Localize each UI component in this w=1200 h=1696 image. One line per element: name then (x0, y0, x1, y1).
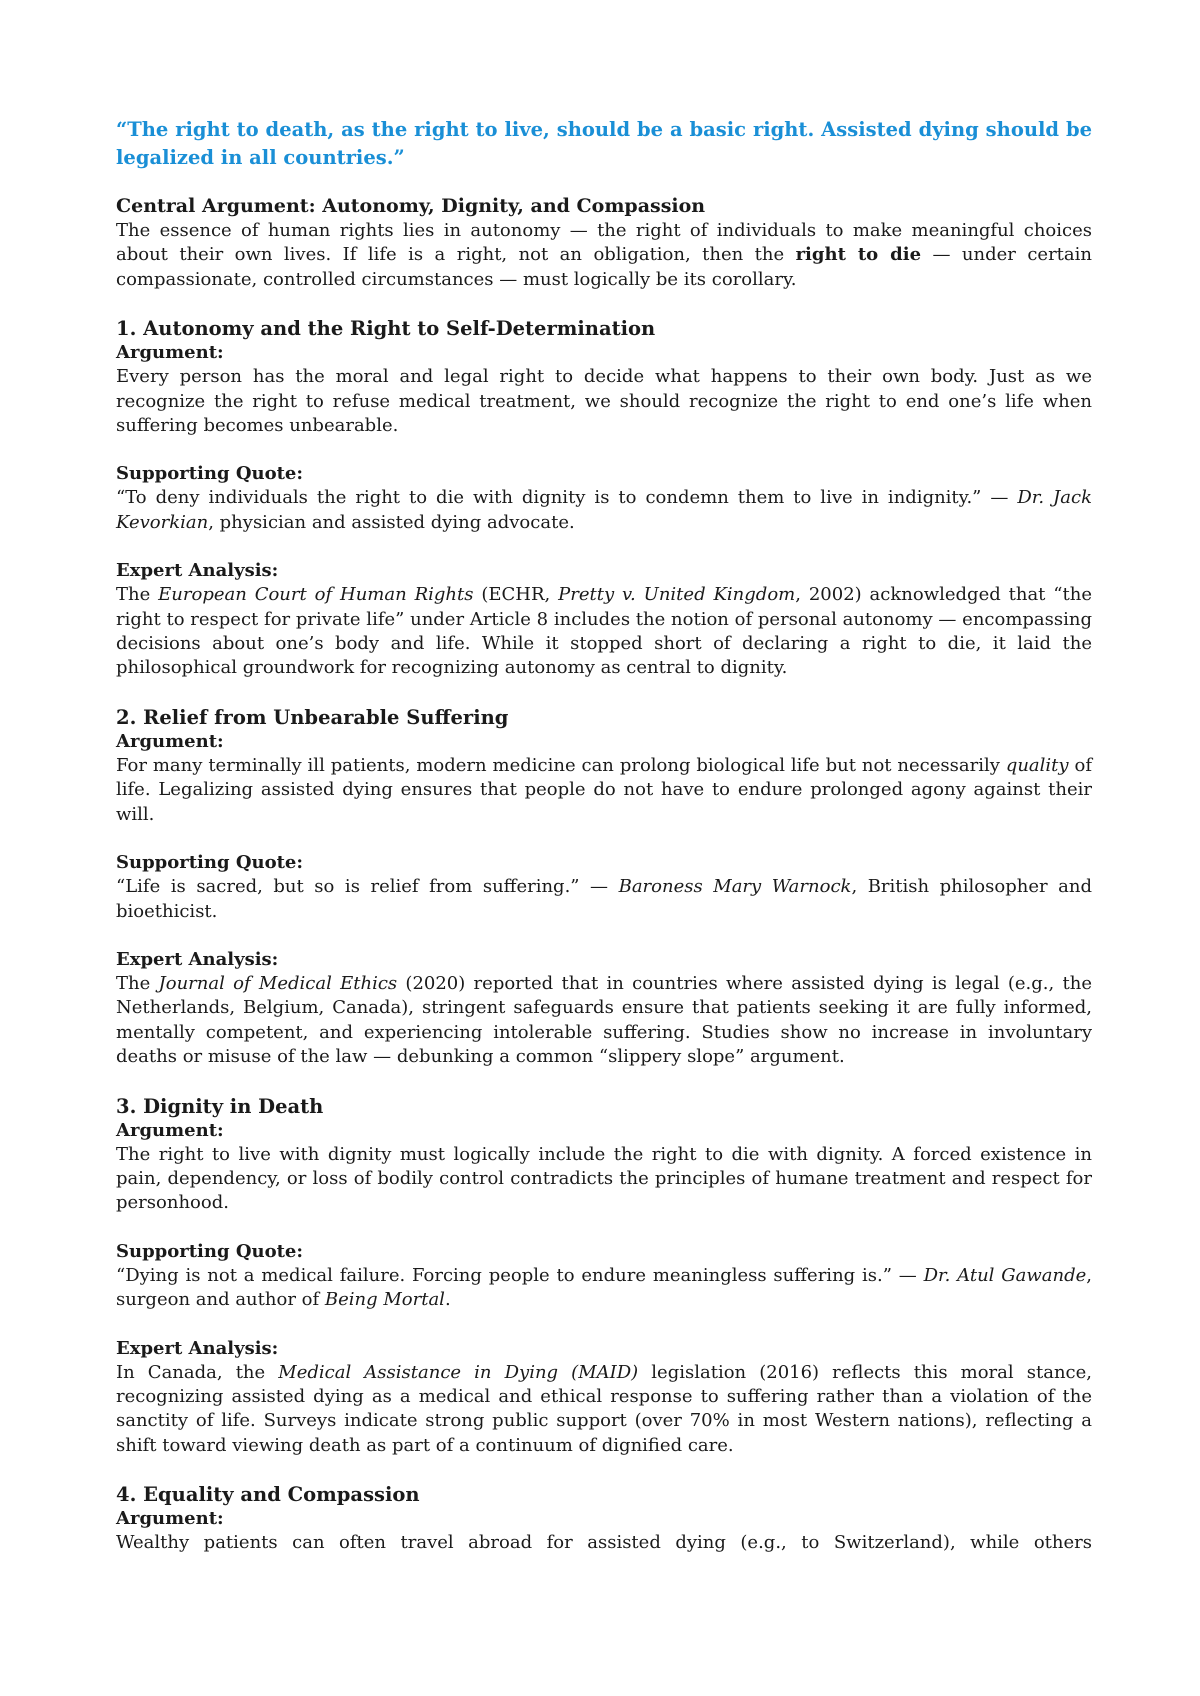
quote-author: Dr. Atul Gawande (923, 1264, 1087, 1286)
analysis-text: , 2002) acknowledged that “the right to respect for private life” under Article 8 includes the notion of personal autonomy — encompassing decisions about one’s body and life. While it stopped short of declaring a right to die, it laid the philosophical groundwork for recognizing autonomy as central to dignity. (116, 584, 1092, 679)
analysis-text: In Canada, the (116, 1361, 279, 1383)
analysis-law: Medical Assistance in Dying (MAID) (278, 1361, 639, 1383)
central-bold: right to die (795, 244, 922, 266)
section-1 (116, 316, 1092, 681)
argument-emphasis: quality (1005, 754, 1069, 776)
analysis-text: (2020) reported that in countries where assisted dying is legal (e.g., the Netherlands, Belgium, Canada), stringent safeguards ensure that patients seeking it are fully informed, mentally competent, and experiencing intolerable suffering. Studies show no increase in involuntary deaths or misuse of the law — debunking a common “slippery slope” argument. (116, 972, 1092, 1068)
section-1-quote (116, 486, 1092, 535)
central-text-2: — under certain compassionate, controlled circumstances — must logically be its corollary. (116, 244, 1092, 290)
analysis-court: European Court of Human Rights (158, 584, 474, 606)
section-1-heading: 1. Autonomy and the Right to Self-Determination (116, 317, 656, 341)
headline-quote: “The right to death, as the right to live, should be a basic right. Assisted dying should be legalized in all countries.” (116, 118, 1092, 169)
section-4-heading: 4. Equality and Compassion (116, 1483, 420, 1507)
central-heading: Central Argument: Autonomy, Dignity, and Compassion (116, 195, 706, 217)
central-paragraph (116, 219, 1092, 292)
section-3-quote (116, 1264, 1092, 1313)
section-3 (116, 1094, 1092, 1459)
quote-author: Baroness Mary Warnock (618, 876, 852, 898)
supporting-quote-label: Supporting Quote: (116, 463, 304, 485)
expert-analysis-label: Expert Analysis: (116, 1337, 279, 1359)
argument-text: For many terminally ill patients, modern medicine can prolong biological life but not necessarily (116, 754, 1006, 776)
quote-text: “Life is sacred, but so is relief from suffering.” — (116, 876, 619, 898)
analysis-text: The (116, 972, 159, 994)
section-2-quote-block (116, 851, 1092, 924)
section-3-analysis-block (116, 1337, 1092, 1459)
section-1-argument: Every person has the moral and legal right to decide what happens to their own body. Just as we recognize the right to refuse medical treatment, we should recognize the right to end one’s life when suffering becomes unbearable. (116, 366, 1092, 437)
supporting-quote-label: Supporting Quote: (116, 1240, 304, 1262)
section-4 (116, 1482, 1092, 1555)
section-1-quote-block (116, 462, 1092, 535)
quote-book: Being Mortal (324, 1289, 445, 1311)
quote-role: , surgeon and author of (116, 1264, 1092, 1311)
analysis-text: The (116, 584, 159, 606)
argument-label: Argument: (116, 1508, 224, 1530)
quote-role: , British philosopher and bioethicist. (116, 876, 1092, 922)
section-3-heading: 3. Dignity in Death (116, 1094, 324, 1118)
analysis-text: (ECHR, (473, 584, 559, 606)
analysis-case: Pretty v. United Kingdom (558, 584, 796, 606)
section-3-quote-block (116, 1240, 1092, 1313)
argument-text: of life. Legalizing assisted dying ensures that people do not have to endure prolonged agony against their will. (116, 754, 1092, 825)
quote-text: “To deny individuals the right to die with dignity is to condemn them to live in indignity.” — (116, 487, 1018, 509)
quote-end: . (444, 1289, 451, 1311)
central-text-1: The essence of human rights lies in autonomy — the right of individuals to make meaningful choices about their own lives. If life is a right, not an obligation, then the (116, 220, 1092, 266)
argument-label: Argument: (116, 730, 224, 752)
section-1-analysis (116, 583, 1092, 681)
analysis-journal: Journal of Medical Ethics (158, 972, 398, 994)
quote-text: “Dying is not a medical failure. Forcing people to endure meaningless suffering is.” — (116, 1264, 924, 1286)
section-2-analysis-block (116, 948, 1092, 1070)
argument-label: Argument: (116, 342, 224, 364)
section-2-quote (116, 875, 1092, 924)
supporting-quote-label: Supporting Quote: (116, 852, 304, 874)
section-2 (116, 705, 1092, 1070)
expert-analysis-label: Expert Analysis: (116, 560, 279, 582)
section-2-heading: 2. Relief from Unbearable Suffering (116, 705, 509, 729)
section-4-argument: Wealthy patients can often travel abroad for assisted dying (e.g., to Switzerland), while others (116, 1532, 1092, 1554)
section-3-argument: The right to live with dignity must logically include the right to die with dignity. A forced existence in pain, dependency, or loss of bodily control contradicts the principles of humane treatment and respect for personhood. (116, 1143, 1092, 1214)
section-3-analysis (116, 1361, 1092, 1459)
section-1-analysis-block (116, 559, 1092, 681)
argument-label: Argument: (116, 1119, 224, 1141)
central-argument (116, 194, 1092, 292)
section-2-argument (116, 754, 1092, 827)
section-2-analysis (116, 972, 1092, 1070)
analysis-text: legislation (2016) reflects this moral stance, recognizing assisted dying as a medical and ethical response to suffering rather than a violation of the sanctity of life. Surveys indicate strong public support (over 70% in most Western nations), reflecting a shift toward viewing death as part of a continuum of dignified care. (116, 1361, 1092, 1456)
document-body (116, 116, 1092, 1556)
quote-role: , physician and assisted dying advocate. (208, 511, 575, 533)
quote-author: Dr. Jack Kevorkian (116, 487, 1092, 533)
expert-analysis-label: Expert Analysis: (116, 948, 279, 970)
